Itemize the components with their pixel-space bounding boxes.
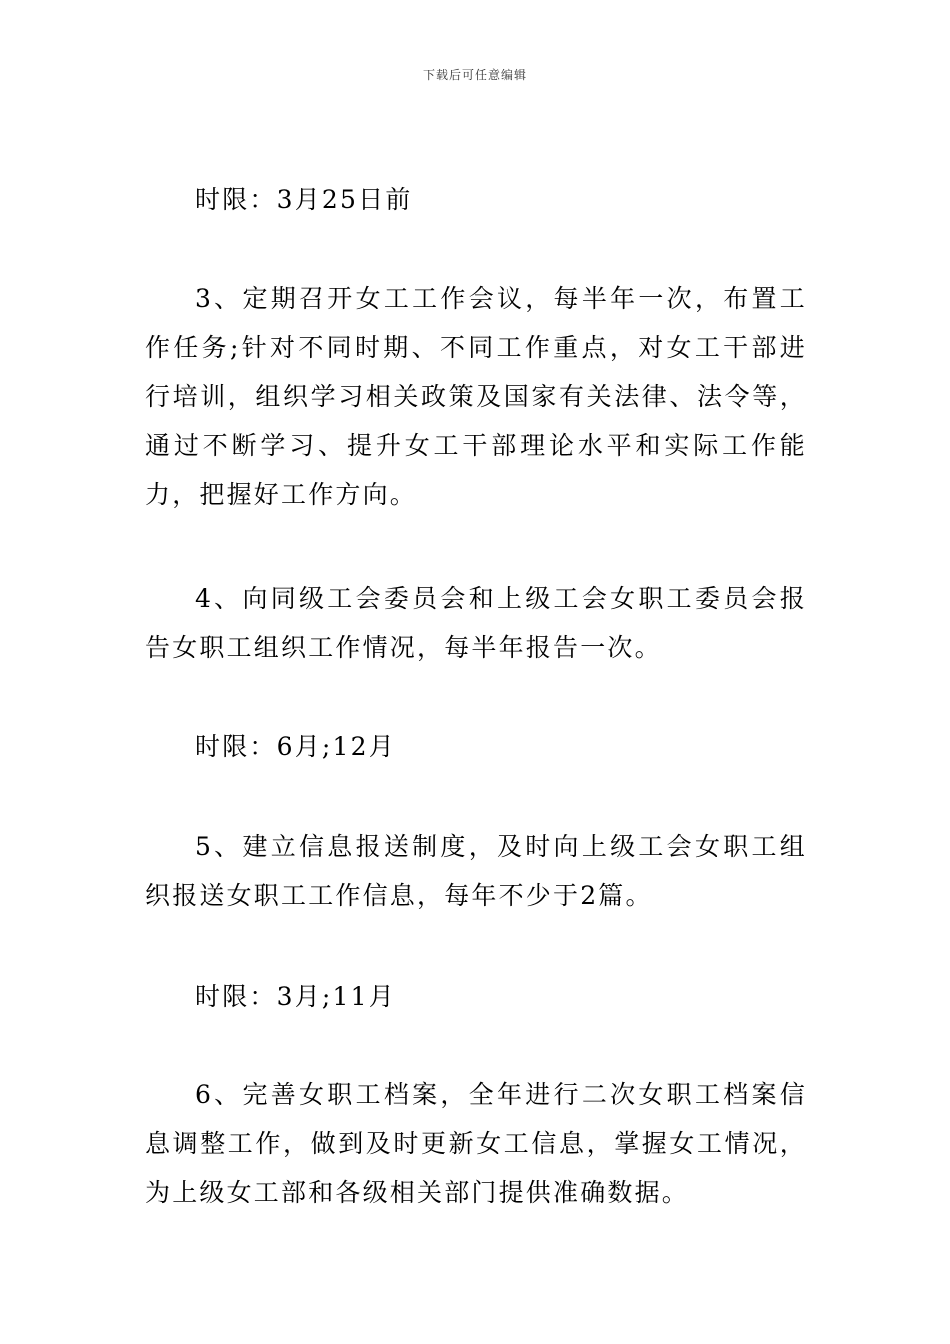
item-6-paragraph: 6、完善女职工档案，全年进行二次女职工档案信息调整工作，做到及时更新女工信息，掌握女工情况，为上级女工部和各级相关部门提供准确数据。: [145, 1080, 807, 1207]
deadline-paragraph-3: 时限：3月;11月: [195, 982, 396, 1011]
item-3-paragraph: 3、定期召开女工工作会议，每半年一次，布置工作任务;针对不同时期、不同工作重点，对女工干部进行培训，组织学习相关政策及国家有关法律、法令等，通过不断学习、提升女工干部理论水平和实际工作能力，把握好工作方向。: [145, 284, 807, 509]
item-5-paragraph: 5、建立信息报送制度，及时向上级工会女职工组织报送女职工工作信息，每年不少于2篇。: [145, 832, 807, 910]
deadline-paragraph-1: 时限：3月25日前: [195, 185, 413, 214]
page-header: 下载后可任意编辑: [422, 68, 527, 82]
item-4-paragraph: 4、向同级工会委员会和上级工会女职工委员会报告女职工组织工作情况，每半年报告一次。: [145, 584, 807, 662]
deadline-paragraph-2: 时限：6月;12月: [195, 732, 396, 761]
